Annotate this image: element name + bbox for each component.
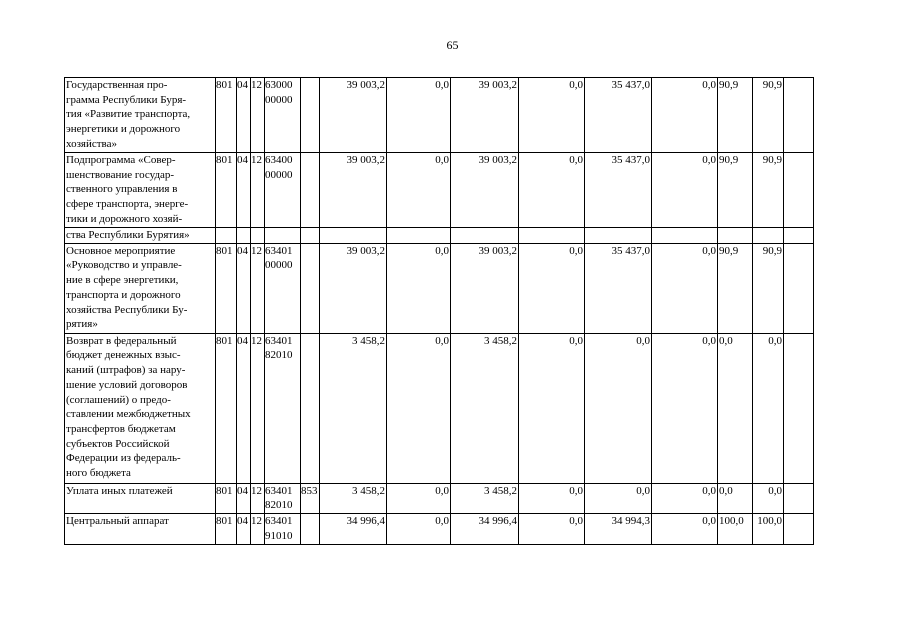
value-cell-5: 34 994,3 (585, 514, 652, 545)
target-article-cell: 63401 82010 (265, 333, 301, 483)
expense-type-cell (301, 333, 320, 483)
expense-type-cell (301, 78, 320, 153)
ved-code-cell: 801 (216, 243, 237, 333)
value-cell-4: 0,0 (519, 483, 585, 513)
section-code-cell: 04 (237, 483, 251, 513)
subsection-code-cell: 12 (251, 153, 265, 228)
empty-cell (784, 228, 814, 244)
value-cell-2: 0,0 (387, 483, 451, 513)
value-cell-4: 0,0 (519, 153, 585, 228)
target-article-cell: 63401 82010 (265, 483, 301, 513)
value-cell-2: 0,0 (387, 78, 451, 153)
percent-cell-1: 100,0 (718, 514, 753, 545)
section-code-cell: 04 (237, 514, 251, 545)
value-cell-5: 35 437,0 (585, 243, 652, 333)
empty-cell (784, 333, 814, 483)
value-cell-6: 0,0 (652, 243, 718, 333)
expense-type-cell (301, 243, 320, 333)
table-row (65, 153, 814, 228)
value-cell-5: 35 437,0 (585, 153, 652, 228)
percent-cell-2: 100,0 (753, 514, 784, 545)
value-cell-4: 0,0 (519, 243, 585, 333)
target-article-cell: 63401 00000 (265, 243, 301, 333)
target-article-cell: 63400 00000 (265, 153, 301, 228)
row-name-cell: ства Республики Бурятия» (65, 228, 216, 244)
percent-cell-2: 0,0 (753, 333, 784, 483)
percent-cell-2: 90,9 (753, 153, 784, 228)
ved-code-cell: 801 (216, 514, 237, 545)
value-cell-1: 34 996,4 (320, 514, 387, 545)
subsection-code-cell: 12 (251, 483, 265, 513)
ved-code-cell (216, 228, 237, 244)
percent-cell-1: 0,0 (718, 333, 753, 483)
value-cell-6: 0,0 (652, 514, 718, 545)
subsection-code-cell: 12 (251, 243, 265, 333)
value-cell-5: 0,0 (585, 333, 652, 483)
value-cell-2 (387, 228, 451, 244)
value-cell-3: 3 458,2 (451, 333, 519, 483)
value-cell-6: 0,0 (652, 333, 718, 483)
percent-cell-1: 0,0 (718, 483, 753, 513)
percent-cell-1: 90,9 (718, 78, 753, 153)
value-cell-4: 0,0 (519, 333, 585, 483)
percent-cell-2: 90,9 (753, 78, 784, 153)
value-cell-2: 0,0 (387, 153, 451, 228)
value-cell-2: 0,0 (387, 333, 451, 483)
value-cell-6: 0,0 (652, 78, 718, 153)
value-cell-3: 39 003,2 (451, 78, 519, 153)
subsection-code-cell (251, 228, 265, 244)
value-cell-1 (320, 228, 387, 244)
value-cell-2: 0,0 (387, 243, 451, 333)
value-cell-3: 34 996,4 (451, 514, 519, 545)
percent-cell-2 (753, 228, 784, 244)
expense-type-cell (301, 228, 320, 244)
value-cell-1: 3 458,2 (320, 333, 387, 483)
target-article-cell (265, 228, 301, 244)
value-cell-6: 0,0 (652, 483, 718, 513)
table-row (65, 228, 814, 244)
value-cell-3: 39 003,2 (451, 243, 519, 333)
subsection-code-cell: 12 (251, 514, 265, 545)
row-name-cell: Основное мероприятие «Руководство и управле- ние в сфере энергетики, транспорта и дорожного хозяйства Республики Бу- рятия» (65, 243, 216, 333)
ved-code-cell: 801 (216, 483, 237, 513)
value-cell-5: 35 437,0 (585, 78, 652, 153)
percent-cell-1 (718, 228, 753, 244)
table-row (65, 514, 814, 545)
value-cell-4 (519, 228, 585, 244)
ved-code-cell: 801 (216, 333, 237, 483)
value-cell-1: 3 458,2 (320, 483, 387, 513)
target-article-cell: 63000 00000 (265, 78, 301, 153)
section-code-cell: 04 (237, 78, 251, 153)
percent-cell-1: 90,9 (718, 243, 753, 333)
percent-cell-1: 90,9 (718, 153, 753, 228)
row-name-cell: Возврат в федеральный бюджет денежных взыс- каний (штрафов) за нару- шение условий договоров (соглашений) о предо- ставлении межбюджетных трансфертов бюджетам субъектов Российской Федерации из федераль- ного бюджета (65, 333, 216, 483)
value-cell-1: 39 003,2 (320, 153, 387, 228)
row-name-cell: Уплата иных платежей (65, 483, 216, 513)
value-cell-3 (451, 228, 519, 244)
table-row (65, 243, 814, 333)
empty-cell (784, 514, 814, 545)
value-cell-4: 0,0 (519, 78, 585, 153)
value-cell-5: 0,0 (585, 483, 652, 513)
subsection-code-cell: 12 (251, 333, 265, 483)
page-number: 65 (446, 38, 459, 52)
empty-cell (784, 483, 814, 513)
row-name-cell: Подпрограмма «Совер- шенствование государ- ственного управления в сфере транспорта, энерге- тики и дорожного хозяй- (65, 153, 216, 228)
value-cell-1: 39 003,2 (320, 78, 387, 153)
table-row (65, 333, 814, 483)
empty-cell (784, 78, 814, 153)
value-cell-4: 0,0 (519, 514, 585, 545)
section-code-cell: 04 (237, 333, 251, 483)
percent-cell-2: 0,0 (753, 483, 784, 513)
value-cell-1: 39 003,2 (320, 243, 387, 333)
value-cell-3: 3 458,2 (451, 483, 519, 513)
value-cell-5 (585, 228, 652, 244)
section-code-cell: 04 (237, 243, 251, 333)
row-name-cell: Государственная про- грамма Республики Буря- тия «Развитие транспорта, энергетики и дорожного хозяйства» (65, 78, 216, 153)
value-cell-3: 39 003,2 (451, 153, 519, 228)
target-article-cell: 63401 91010 (265, 514, 301, 545)
ved-code-cell: 801 (216, 78, 237, 153)
ved-code-cell: 801 (216, 153, 237, 228)
percent-cell-2: 90,9 (753, 243, 784, 333)
subsection-code-cell: 12 (251, 78, 265, 153)
section-code-cell (237, 228, 251, 244)
table-row (65, 483, 814, 513)
value-cell-6: 0,0 (652, 153, 718, 228)
value-cell-6 (652, 228, 718, 244)
empty-cell (784, 243, 814, 333)
row-name-cell: Центральный аппарат (65, 514, 216, 545)
section-code-cell: 04 (237, 153, 251, 228)
value-cell-2: 0,0 (387, 514, 451, 545)
budget-table (64, 77, 814, 545)
empty-cell (784, 153, 814, 228)
expense-type-cell: 853 (301, 483, 320, 513)
expense-type-cell (301, 153, 320, 228)
table-row (65, 78, 814, 153)
expense-type-cell (301, 514, 320, 545)
